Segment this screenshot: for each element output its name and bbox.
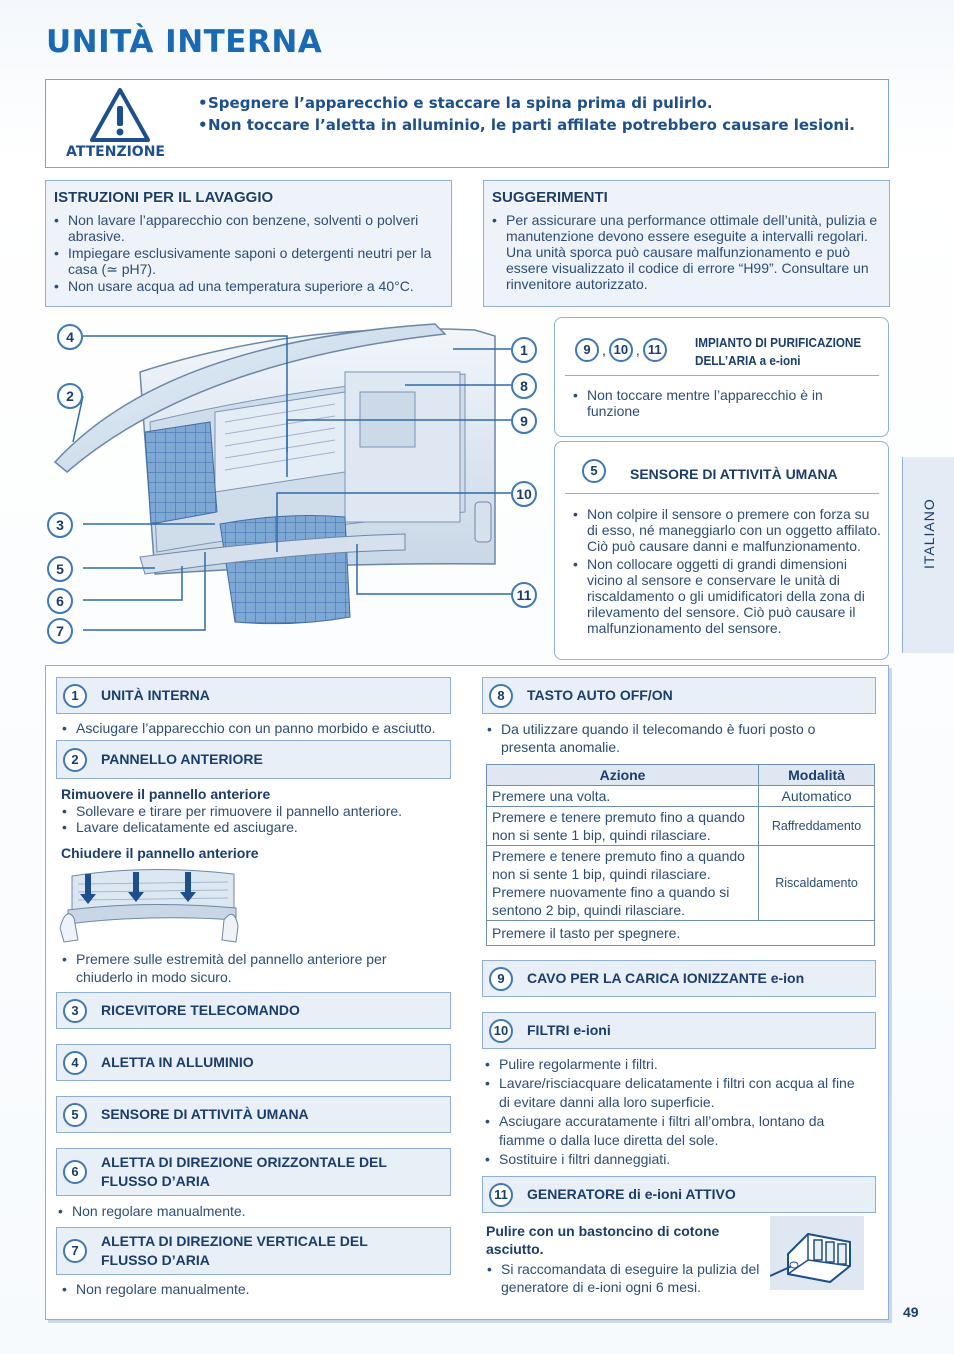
close-panel-list xyxy=(54,950,434,986)
unit-diagram xyxy=(45,312,545,662)
tips-list xyxy=(484,212,889,292)
table-row xyxy=(487,846,875,921)
sensor-title: SENSORE DI ATTIVITÀ UMANA xyxy=(630,466,838,482)
list-item: • Asciugare l’apparecchio con un panno morbido e asciutto. xyxy=(54,720,454,736)
sensor-card xyxy=(554,441,889,660)
callout-3: 3 xyxy=(47,512,73,538)
unit-illustration xyxy=(45,312,545,662)
section-number: 5 xyxy=(63,1103,87,1127)
section-title: PANNELLO ANTERIORE xyxy=(101,751,263,767)
section-4-header xyxy=(56,1044,451,1081)
section-8-header xyxy=(482,677,876,714)
list-item: • Non regolare manualmente. xyxy=(50,1203,450,1219)
close-panel-illustration xyxy=(58,866,240,944)
section-number: 6 xyxy=(63,1160,87,1184)
list-item: • Da utilizzare quando il telecomando è fuori posto o presenta anomalie. xyxy=(479,720,859,756)
list-item: • Non colpire il sensore o premere con forza su di esso, né maneggiarlo con un oggetto affilato. Ciò può causare danni e malfunzionamento. xyxy=(565,506,883,554)
section-title: RICEVITORE TELECOMANDO xyxy=(101,1002,300,1018)
table-cell: Premere il tasto per spegnere. xyxy=(487,921,875,946)
eion-title: IMPIANTO DI PURIFICAZIONE DELL’ARIA a e-ioni xyxy=(695,335,862,368)
table-cell: Raffreddamento xyxy=(759,807,875,846)
list-item: • Impiegare esclusivamente saponi o detergenti neutri per la casa (≃ pH7). xyxy=(46,245,451,277)
table-cell: Riscaldamento xyxy=(759,846,875,921)
section-6-list xyxy=(50,1203,450,1219)
callout-11: 11 xyxy=(511,582,537,608)
section-title: TASTO AUTO OFF/ON xyxy=(527,687,673,703)
column-header: Azione xyxy=(487,765,759,786)
list-item: • Non lavare l’apparecchio con benzene, solventi o polveri abrasive. xyxy=(46,212,451,244)
column-header: Modalità xyxy=(759,765,875,786)
washing-panel xyxy=(45,180,452,307)
list-item: • Lavare delicatamente ed asciugare. xyxy=(54,819,454,835)
section-number: 3 xyxy=(63,999,87,1023)
callout-8: 8 xyxy=(511,373,537,399)
callout-10: 10 xyxy=(511,481,537,507)
language-tab xyxy=(902,457,954,653)
table-cell: Premere e tenere premuto fino a quando non si sente 1 bip, quindi rilasciare. xyxy=(487,807,759,846)
section-3-header xyxy=(56,992,451,1029)
tips-panel xyxy=(483,180,890,307)
eion-nums: 9 , 10 , 11 xyxy=(575,338,667,362)
remove-panel-list xyxy=(54,803,454,835)
section-number: 7 xyxy=(63,1239,87,1263)
section-number: 2 xyxy=(63,748,87,772)
list-item: • Lavare/risciacquare delicatamente i filtri con acqua al fine di evitare danni alla loro superficie. xyxy=(477,1074,862,1112)
washing-title: ISTRUZIONI PER IL LAVAGGIO xyxy=(54,189,274,206)
table-row xyxy=(487,786,875,807)
eion-generator-illustration xyxy=(770,1216,864,1290)
section-title: SENSORE DI ATTIVITÀ UMANA xyxy=(101,1106,309,1122)
eion-list xyxy=(565,387,865,419)
callout-1: 1 xyxy=(511,337,537,363)
section-8-list xyxy=(479,720,859,756)
list-item: • Pulire regolarmente i filtri. xyxy=(477,1055,862,1074)
section-1-list xyxy=(54,720,454,736)
warning-lines xyxy=(198,92,878,136)
page-title: UNITÀ INTERNA xyxy=(46,24,323,60)
warning-box xyxy=(45,79,889,168)
section-11-header xyxy=(482,1176,876,1213)
table-cell: Premere e tenere premuto fino a quando non si sente 1 bip, quindi rilasciare. Premere nuovamente fino a quando si sentono 2 bip, quindi rilasciare. xyxy=(487,846,759,921)
num-badge: 9 xyxy=(575,338,599,362)
auto-mode-table xyxy=(486,764,875,946)
section-number: 9 xyxy=(489,967,513,991)
list-item: • Asciugare accuratamente i filtri all’ombra, lontano da fiamme o dalla luce diretta del sole. xyxy=(477,1112,862,1150)
num-badge: 11 xyxy=(643,338,667,362)
table-cell: Premere una volta. xyxy=(487,786,759,807)
list-item: • Si raccomandata di eseguire la pulizia del generatore di e-ioni ogni 6 mesi. xyxy=(479,1260,769,1296)
callout-4: 4 xyxy=(57,324,83,350)
callout-9: 9 xyxy=(511,408,537,434)
section-title: UNITÀ INTERNA xyxy=(101,687,210,703)
table-row xyxy=(487,921,875,946)
table-header-row xyxy=(487,765,875,786)
section-7-header xyxy=(56,1227,451,1275)
section-2-header xyxy=(56,740,451,779)
num-badge: 5 xyxy=(582,459,606,483)
section-10-header xyxy=(482,1012,876,1049)
warning-line: • Spegnere l’apparecchio e staccare la spina prima di pulirlo. xyxy=(198,94,713,112)
section-number: 11 xyxy=(489,1183,513,1207)
page-number: 49 xyxy=(903,1304,919,1320)
list-item: • Non regolare manualmente. xyxy=(54,1281,454,1297)
section-title: ALETTA DI DIREZIONE ORIZZONTALE DEL FLUSSO D’ARIA xyxy=(101,1154,387,1189)
callout-7: 7 xyxy=(47,618,73,644)
language-tab-label: ITALIANO xyxy=(921,498,937,569)
list-item: • Non collocare oggetti di grandi dimensioni vicino al sensore e conservare le unità di riscaldamento o gli umidificatori della zona di rilevamento del sensore. Ciò può causare il malfunzionamento del sensore. xyxy=(565,556,883,636)
sensor-list xyxy=(565,506,883,636)
section-9-header xyxy=(482,960,876,997)
table-cell: Automatico xyxy=(759,786,875,807)
list-item: • Per assicurare una performance ottimale dell’unità, pulizia e manutenzione devono essere eseguite a intervalli regolari. Una unità sporca può causare malfunzionamento e può essere visualizzato il codice di errore “H99”. Consultare un rinvenitore autorizzato. xyxy=(484,212,883,292)
list-item: • Non toccare mentre l’apparecchio è in funzione xyxy=(565,387,865,419)
num-badge: 10 xyxy=(609,338,633,362)
list-item: • Sollevare e tirare per rimuovere il pannello anteriore. xyxy=(54,803,454,819)
remove-panel-title: Rimuovere il pannello anteriore xyxy=(61,786,271,802)
section-11-subtitle: Pulire con un bastoncino di cotone asciutto. xyxy=(486,1223,720,1257)
callout-2: 2 xyxy=(57,383,83,409)
section-title: CAVO PER LA CARICA IONIZZANTE e-ion xyxy=(527,970,805,986)
section-10-list xyxy=(477,1055,862,1169)
section-title: FILTRI e-ioni xyxy=(527,1022,611,1038)
section-number: 8 xyxy=(489,684,513,708)
section-1-header xyxy=(56,677,451,714)
section-title: GENERATORE di e-ioni ATTIVO xyxy=(527,1186,736,1202)
tips-title: SUGGERIMENTI xyxy=(492,189,608,206)
warning-label: ATTENZIONE xyxy=(66,144,165,160)
table-row xyxy=(487,807,875,846)
close-panel-title: Chiudere il pannello anteriore xyxy=(61,845,259,861)
section-number: 1 xyxy=(63,684,87,708)
section-11-list xyxy=(479,1260,769,1296)
list-item: • Non usare acqua ad una temperatura superiore a 40°C. xyxy=(46,278,451,294)
callout-6: 6 xyxy=(47,588,73,614)
washing-list xyxy=(46,212,451,294)
section-number: 4 xyxy=(63,1051,87,1075)
callout-5: 5 xyxy=(47,556,73,582)
warning-triangle-icon xyxy=(88,86,152,144)
section-7-list xyxy=(54,1281,454,1297)
section-title: ALETTA IN ALLUMINIO xyxy=(101,1054,254,1070)
list-item: • Sostituire i filtri danneggiati. xyxy=(477,1150,862,1169)
section-title: ALETTA DI DIREZIONE VERTICALE DEL FLUSSO D’ARIA xyxy=(101,1233,368,1268)
section-5-header xyxy=(56,1096,451,1133)
section-6-header xyxy=(56,1148,451,1196)
section-number: 10 xyxy=(489,1019,513,1043)
eion-card xyxy=(554,317,889,437)
warning-line: • Non toccare l’aletta in alluminio, le parti affilate potrebbero causare lesioni. xyxy=(198,116,855,134)
list-item: • Premere sulle estremità del pannello anteriore per chiuderlo in modo sicuro. xyxy=(54,950,434,986)
